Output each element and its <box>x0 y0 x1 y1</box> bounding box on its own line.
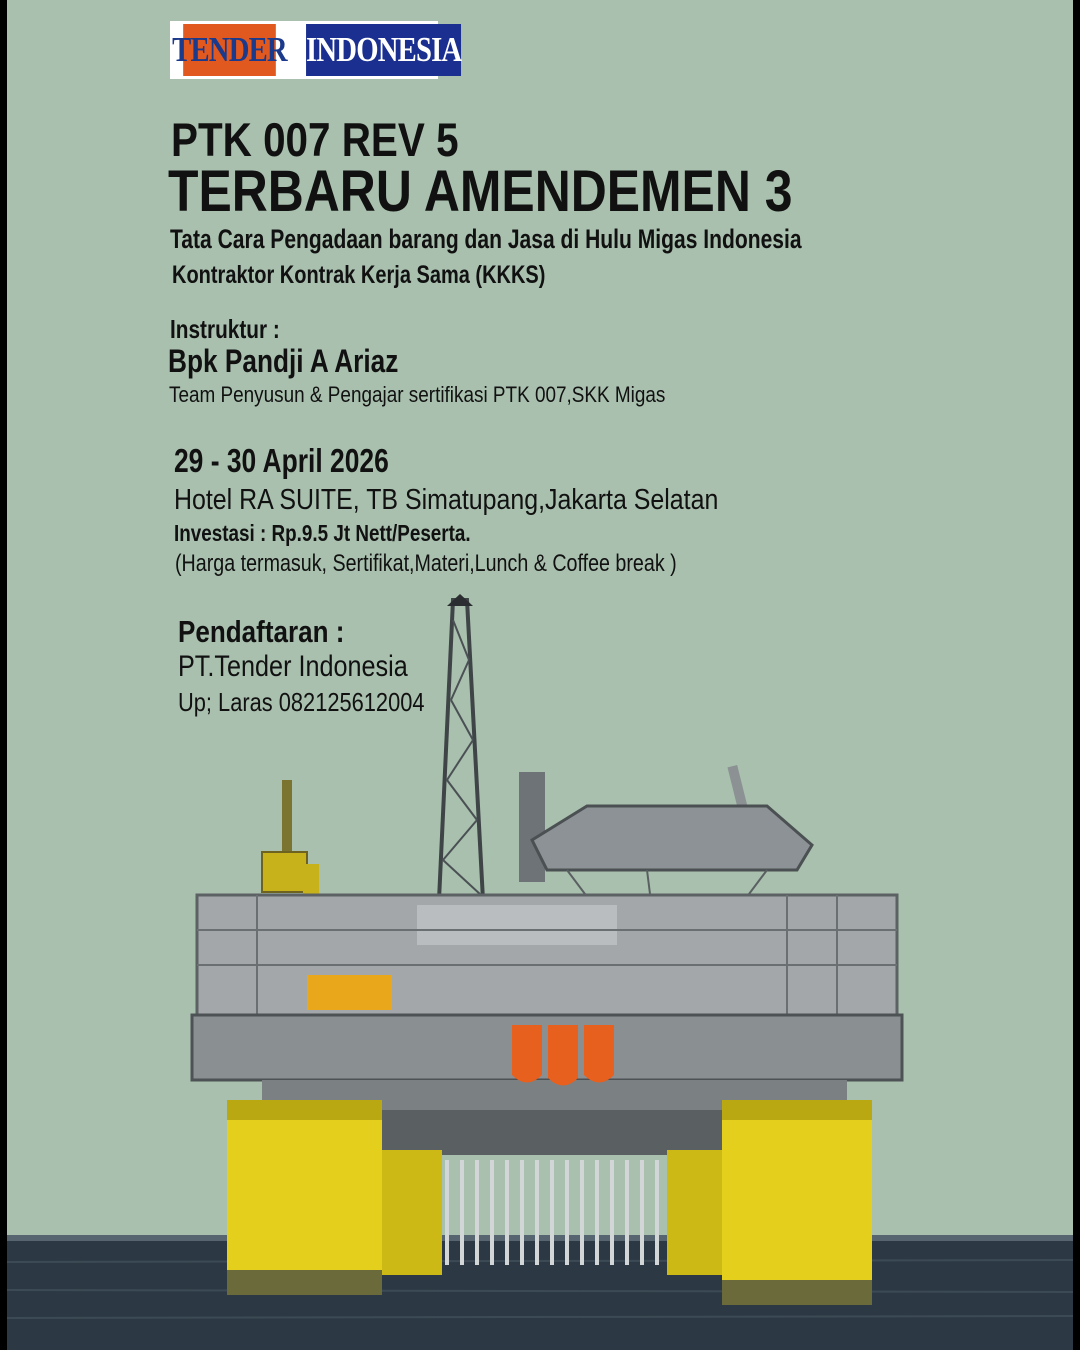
flare-tower <box>439 594 483 900</box>
offshore-platform-illustration <box>7 0 1073 1350</box>
instructor-label: Instruktur : <box>170 314 280 344</box>
event-date: 29 - 30 April 2026 <box>174 442 389 479</box>
left-crane <box>262 780 319 894</box>
lifeboats <box>512 1025 614 1086</box>
event-price: Investasi : Rp.9.5 Jt Nett/Peserta. <box>174 520 471 546</box>
registration-company: PT.Tender Indonesia <box>178 650 408 683</box>
logo-left-part: TENDER <box>183 24 276 76</box>
poster <box>7 0 1073 1350</box>
instructor-name: Bpk Pandji A Ariaz <box>168 343 399 379</box>
instructor-role: Team Penyusun & Pengajar sertifikasi PTK 007,SKK Migas <box>169 382 666 407</box>
subtitle-line2: Kontraktor Kontrak Kerja Sama (KKKS) <box>172 261 546 289</box>
registration-label: Pendaftaran : <box>178 614 345 649</box>
heading-line2: TERBARU AMENDEMEN 3 <box>168 159 793 224</box>
logo-right-part: INDONESIA <box>306 24 461 76</box>
event-venue: Hotel RA SUITE, TB Simatupang,Jakarta Selatan <box>174 484 719 516</box>
registration-contact: Up; Laras 082125612004 <box>178 687 425 717</box>
subtitle-line1: Tata Cara Pengadaan barang dan Jasa di Hulu Migas Indonesia <box>170 224 802 254</box>
event-includes: (Harga termasuk, Sertifikat,Materi,Lunch & Coffee break ) <box>175 550 677 577</box>
heading-line1: PTK 007 REV 5 <box>171 113 459 166</box>
yellow-module <box>307 975 392 1010</box>
risers <box>447 1160 657 1265</box>
